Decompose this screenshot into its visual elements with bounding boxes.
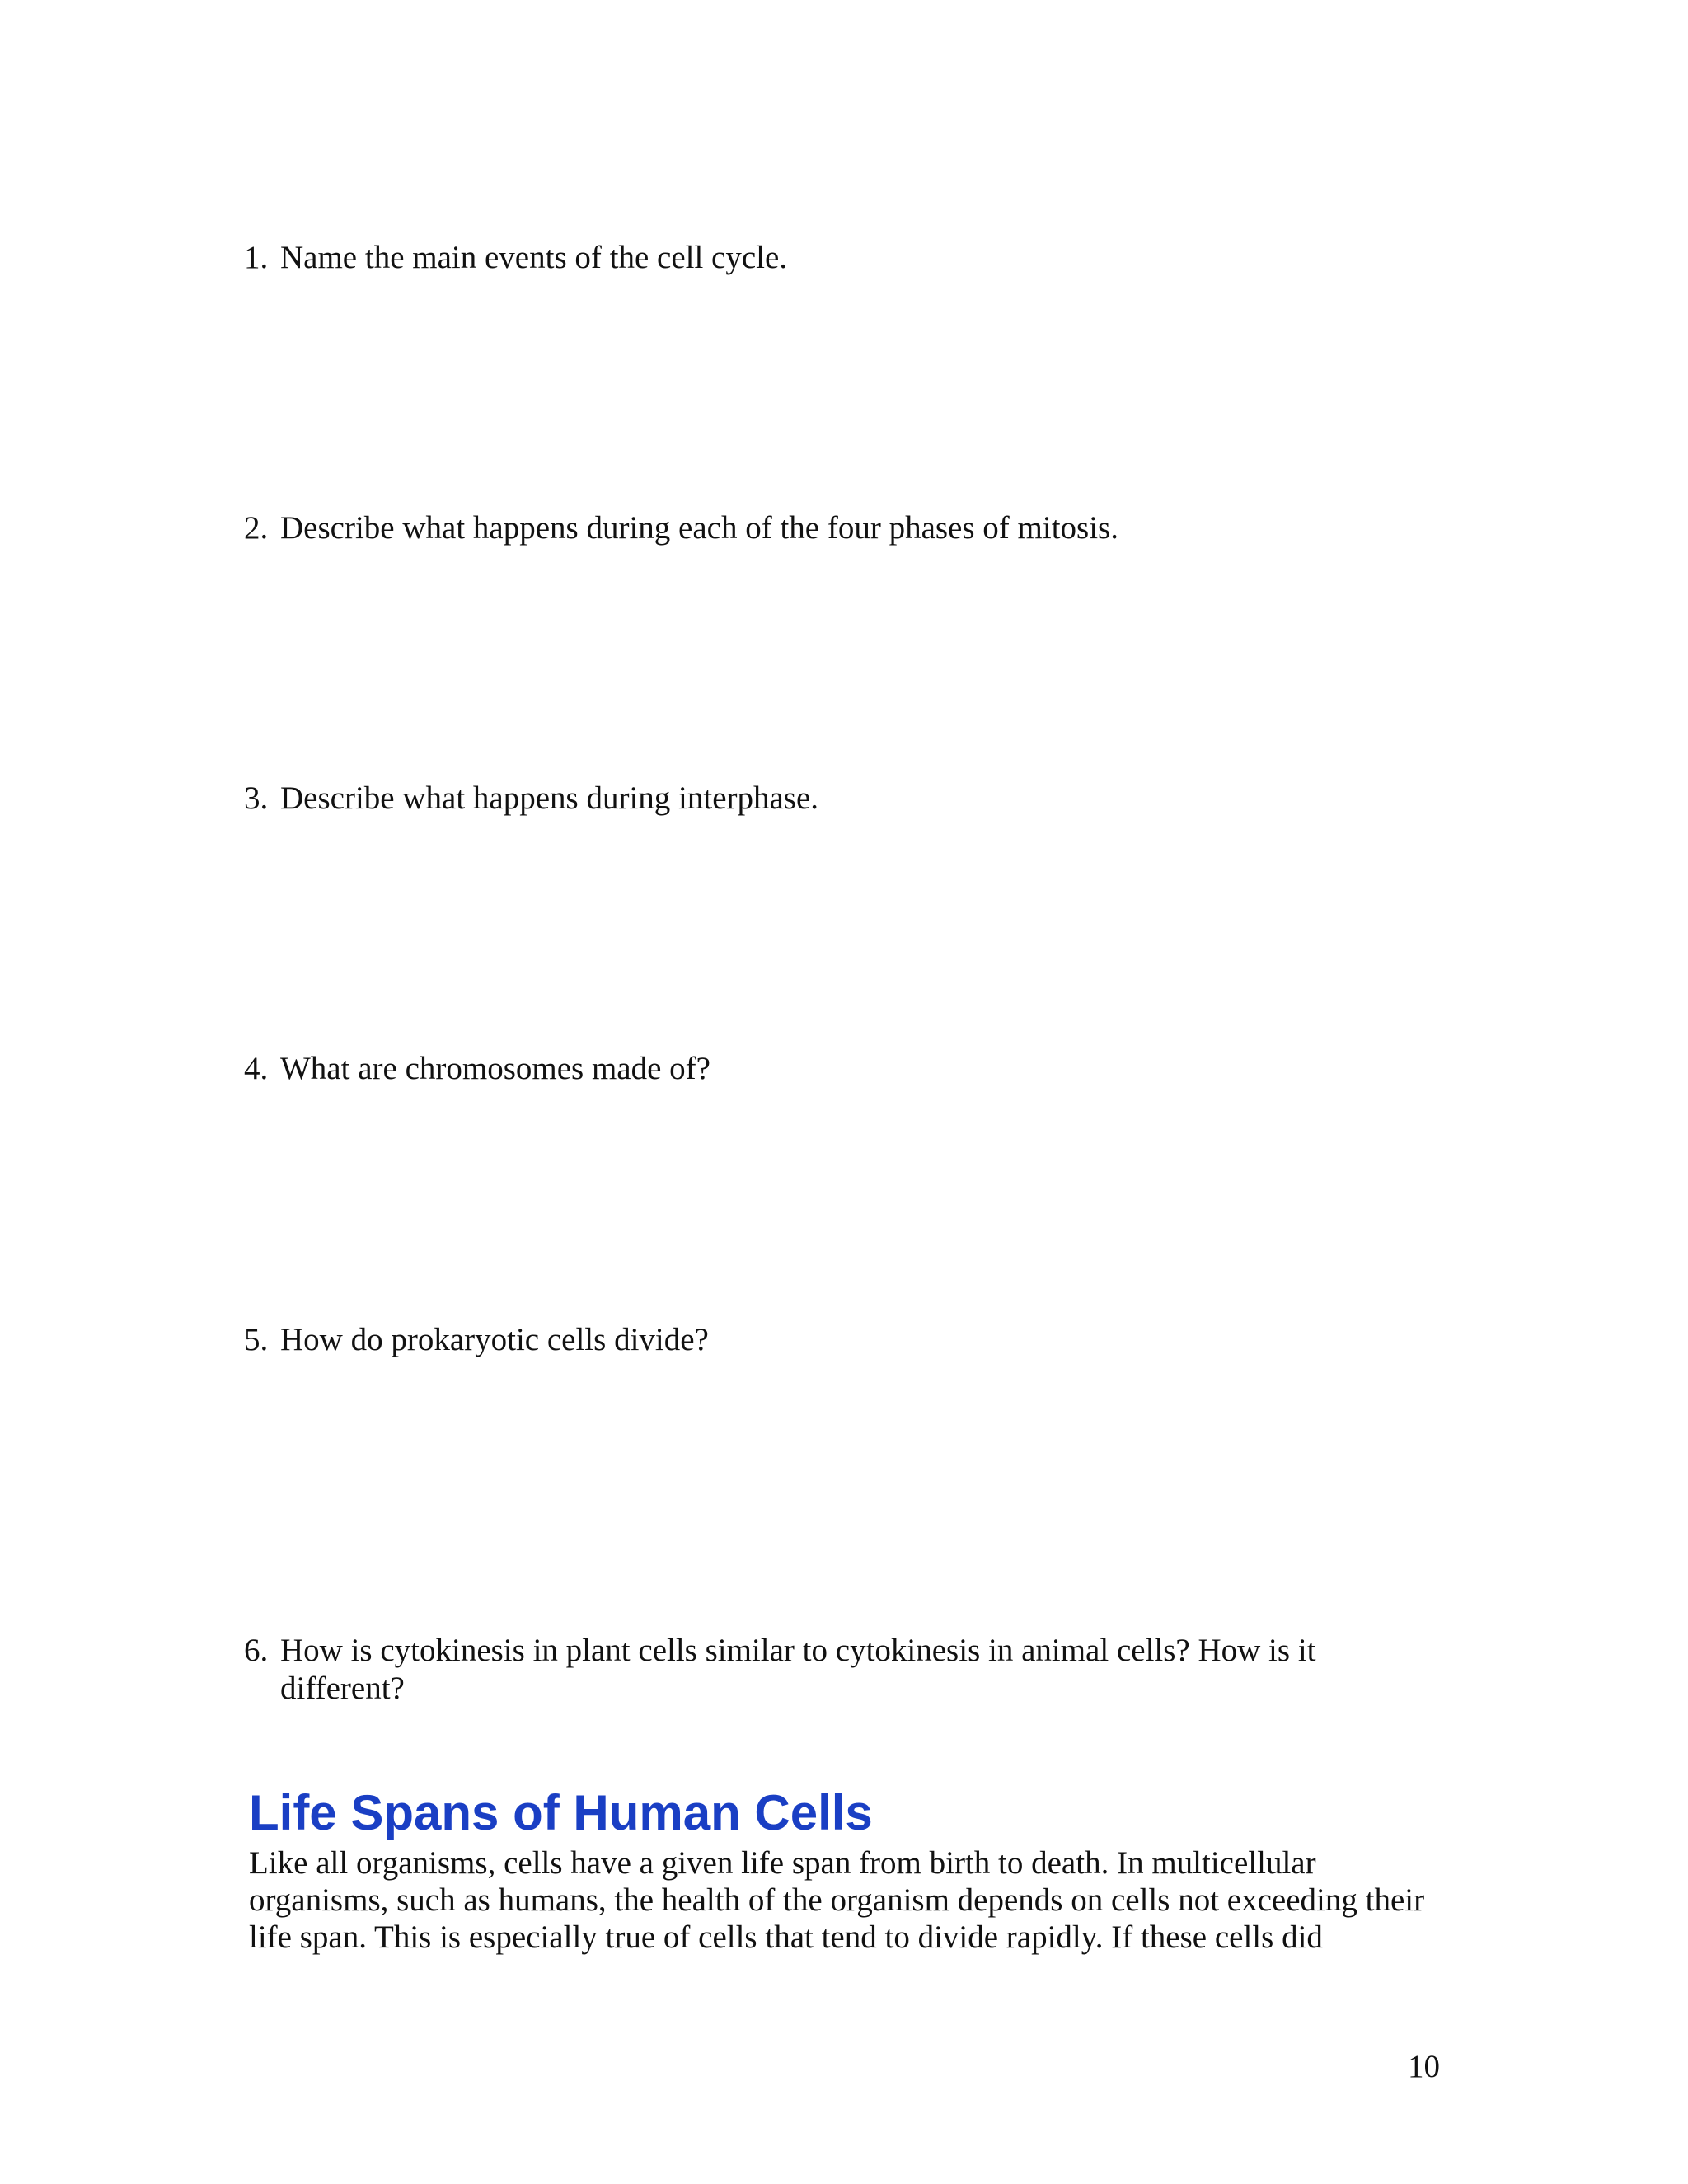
- question-6: [244, 1632, 1398, 1708]
- question-number: 3.: [244, 780, 269, 816]
- question-4: [244, 1050, 1398, 1088]
- question-text: How is cytokinesis in plant cells similar to cytokinesis in animal cells? How is it different?: [280, 1633, 1316, 1706]
- question-text: What are chromosomes made of?: [280, 1051, 710, 1086]
- question-5: [244, 1321, 1398, 1359]
- question-number: 6.: [244, 1633, 269, 1668]
- question-number: 1.: [244, 240, 269, 275]
- question-1: [244, 239, 1398, 277]
- question-text: Describe what happens during interphase.: [280, 780, 819, 816]
- page-number: 10: [1408, 2049, 1440, 2084]
- section-body-text: Like all organisms, cells have a given life span from birth to death. In multicellular organisms, such as humans, the health of the organism depends on cells not exceeding their life span. This is especially true of cells that tend to divide rapidly. If these cells did: [249, 1845, 1425, 1955]
- question-number: 5.: [244, 1322, 269, 1357]
- section-heading: Life Spans of Human Cells: [249, 1785, 873, 1840]
- question-number: 4.: [244, 1051, 269, 1086]
- question-3: [244, 780, 1398, 818]
- question-text: Describe what happens during each of the four phases of mitosis.: [280, 510, 1118, 546]
- question-text: Name the main events of the cell cycle.: [280, 240, 788, 275]
- question-text: How do prokaryotic cells divide?: [280, 1322, 709, 1357]
- question-number: 2.: [244, 510, 269, 546]
- question-2: [244, 509, 1398, 547]
